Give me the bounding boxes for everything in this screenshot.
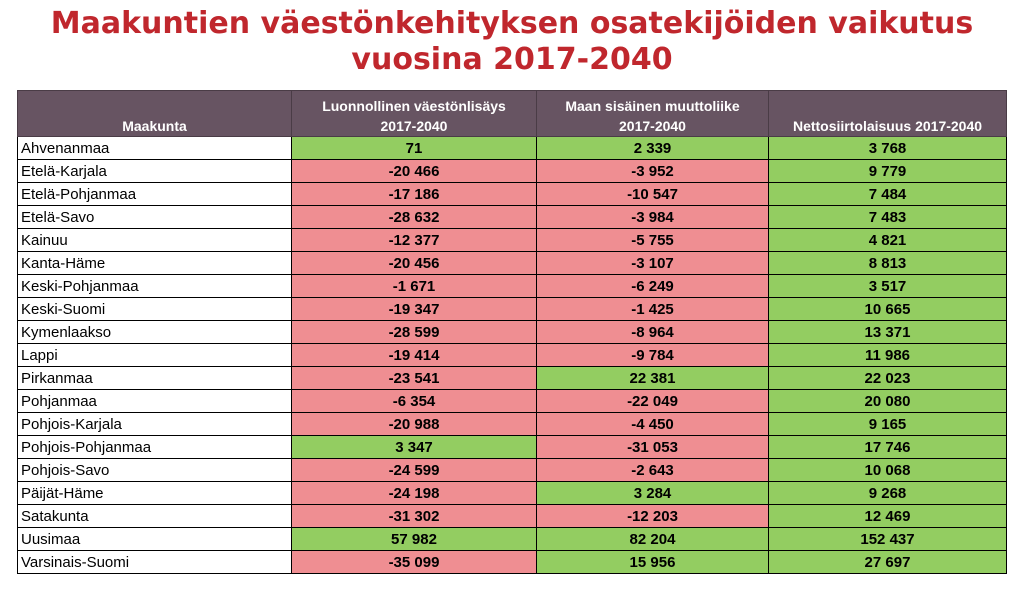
region-name-cell: Kymenlaakso bbox=[18, 321, 292, 344]
natural-value-cell: 3 347 bbox=[292, 436, 537, 459]
internal-value-cell: -4 450 bbox=[537, 413, 769, 436]
immigration-value-cell: 22 023 bbox=[769, 367, 1007, 390]
internal-value-cell: 15 956 bbox=[537, 551, 769, 574]
region-name-cell: Päijät-Häme bbox=[18, 482, 292, 505]
immigration-value-cell: 10 665 bbox=[769, 298, 1007, 321]
immigration-value-cell: 3 517 bbox=[769, 275, 1007, 298]
internal-value-cell: -2 643 bbox=[537, 459, 769, 482]
immigration-value-cell: 17 746 bbox=[769, 436, 1007, 459]
page-title-line-2: vuosina 2017-2040 bbox=[351, 42, 673, 77]
immigration-value-cell: 7 483 bbox=[769, 206, 1007, 229]
natural-value-cell: -20 988 bbox=[292, 413, 537, 436]
region-name-cell: Varsinais-Suomi bbox=[18, 551, 292, 574]
region-name-cell: Etelä-Pohjanmaa bbox=[18, 183, 292, 206]
natural-value-cell: -35 099 bbox=[292, 551, 537, 574]
region-name-cell: Pohjois-Savo bbox=[18, 459, 292, 482]
immigration-value-cell: 13 371 bbox=[769, 321, 1007, 344]
table-row bbox=[18, 390, 1007, 413]
region-name-cell: Pohjois-Pohjanmaa bbox=[18, 436, 292, 459]
table-row bbox=[18, 160, 1007, 183]
internal-value-cell: -12 203 bbox=[537, 505, 769, 528]
immigration-value-cell: 20 080 bbox=[769, 390, 1007, 413]
table-row bbox=[18, 298, 1007, 321]
natural-value-cell: -31 302 bbox=[292, 505, 537, 528]
immigration-value-cell: 7 484 bbox=[769, 183, 1007, 206]
natural-value-cell: -23 541 bbox=[292, 367, 537, 390]
internal-value-cell: -3 984 bbox=[537, 206, 769, 229]
region-name-cell: Satakunta bbox=[18, 505, 292, 528]
region-name-cell: Etelä-Savo bbox=[18, 206, 292, 229]
natural-value-cell: -28 599 bbox=[292, 321, 537, 344]
immigration-value-cell: 4 821 bbox=[769, 229, 1007, 252]
population-table bbox=[17, 90, 1007, 574]
region-name-cell: Kainuu bbox=[18, 229, 292, 252]
table-row bbox=[18, 459, 1007, 482]
internal-value-cell: 3 284 bbox=[537, 482, 769, 505]
table-row bbox=[18, 482, 1007, 505]
natural-value-cell: 71 bbox=[292, 137, 537, 160]
table-body bbox=[18, 137, 1007, 574]
region-name-cell: Etelä-Karjala bbox=[18, 160, 292, 183]
internal-value-cell: -3 952 bbox=[537, 160, 769, 183]
region-name-cell: Keski-Pohjanmaa bbox=[18, 275, 292, 298]
immigration-value-cell: 27 697 bbox=[769, 551, 1007, 574]
internal-value-cell: -10 547 bbox=[537, 183, 769, 206]
immigration-value-cell: 9 268 bbox=[769, 482, 1007, 505]
internal-value-cell: -6 249 bbox=[537, 275, 769, 298]
internal-value-cell: -5 755 bbox=[537, 229, 769, 252]
natural-value-cell: 57 982 bbox=[292, 528, 537, 551]
table-row bbox=[18, 367, 1007, 390]
region-name-cell: Lappi bbox=[18, 344, 292, 367]
immigration-value-cell: 152 437 bbox=[769, 528, 1007, 551]
immigration-value-cell: 9 165 bbox=[769, 413, 1007, 436]
table-row bbox=[18, 344, 1007, 367]
internal-value-cell: 2 339 bbox=[537, 137, 769, 160]
internal-value-cell: 82 204 bbox=[537, 528, 769, 551]
immigration-value-cell: 8 813 bbox=[769, 252, 1007, 275]
natural-value-cell: -20 456 bbox=[292, 252, 537, 275]
internal-value-cell: 22 381 bbox=[537, 367, 769, 390]
internal-value-cell: -22 049 bbox=[537, 390, 769, 413]
internal-value-cell: -8 964 bbox=[537, 321, 769, 344]
immigration-value-cell: 11 986 bbox=[769, 344, 1007, 367]
natural-value-cell: -24 599 bbox=[292, 459, 537, 482]
table-row bbox=[18, 528, 1007, 551]
internal-value-cell: -9 784 bbox=[537, 344, 769, 367]
natural-value-cell: -12 377 bbox=[292, 229, 537, 252]
natural-value-cell: -6 354 bbox=[292, 390, 537, 413]
natural-value-cell: -19 414 bbox=[292, 344, 537, 367]
table-row bbox=[18, 436, 1007, 459]
header-natural-increase: Luonnollinen väestönlisäys 2017-2040 bbox=[292, 91, 537, 137]
region-name-cell: Keski-Suomi bbox=[18, 298, 292, 321]
natural-value-cell: -19 347 bbox=[292, 298, 537, 321]
internal-value-cell: -31 053 bbox=[537, 436, 769, 459]
table-row bbox=[18, 551, 1007, 574]
natural-value-cell: -1 671 bbox=[292, 275, 537, 298]
immigration-value-cell: 9 779 bbox=[769, 160, 1007, 183]
header-region: Maakunta bbox=[18, 91, 292, 137]
header-net-immigration: Nettosiirtolaisuus 2017-2040 bbox=[769, 91, 1007, 137]
table-row bbox=[18, 206, 1007, 229]
natural-value-cell: -17 186 bbox=[292, 183, 537, 206]
natural-value-cell: -24 198 bbox=[292, 482, 537, 505]
table-row bbox=[18, 252, 1007, 275]
page-title-line-1: Maakuntien väestönkehityksen osatekijöiden vaikutus bbox=[50, 6, 974, 41]
table-row bbox=[18, 183, 1007, 206]
table-row bbox=[18, 229, 1007, 252]
region-name-cell: Ahvenanmaa bbox=[18, 137, 292, 160]
table-header-row bbox=[18, 91, 1007, 137]
immigration-value-cell: 10 068 bbox=[769, 459, 1007, 482]
page-title bbox=[0, 6, 1024, 78]
internal-value-cell: -1 425 bbox=[537, 298, 769, 321]
natural-value-cell: -20 466 bbox=[292, 160, 537, 183]
table-row bbox=[18, 413, 1007, 436]
table-row bbox=[18, 137, 1007, 160]
region-name-cell: Kanta-Häme bbox=[18, 252, 292, 275]
region-name-cell: Uusimaa bbox=[18, 528, 292, 551]
table-row bbox=[18, 505, 1007, 528]
immigration-value-cell: 12 469 bbox=[769, 505, 1007, 528]
region-name-cell: Pirkanmaa bbox=[18, 367, 292, 390]
table-row bbox=[18, 321, 1007, 344]
region-name-cell: Pohjanmaa bbox=[18, 390, 292, 413]
table-row bbox=[18, 275, 1007, 298]
immigration-value-cell: 3 768 bbox=[769, 137, 1007, 160]
internal-value-cell: -3 107 bbox=[537, 252, 769, 275]
region-name-cell: Pohjois-Karjala bbox=[18, 413, 292, 436]
natural-value-cell: -28 632 bbox=[292, 206, 537, 229]
header-internal-migration: Maan sisäinen muuttoliike 2017-2040 bbox=[537, 91, 769, 137]
